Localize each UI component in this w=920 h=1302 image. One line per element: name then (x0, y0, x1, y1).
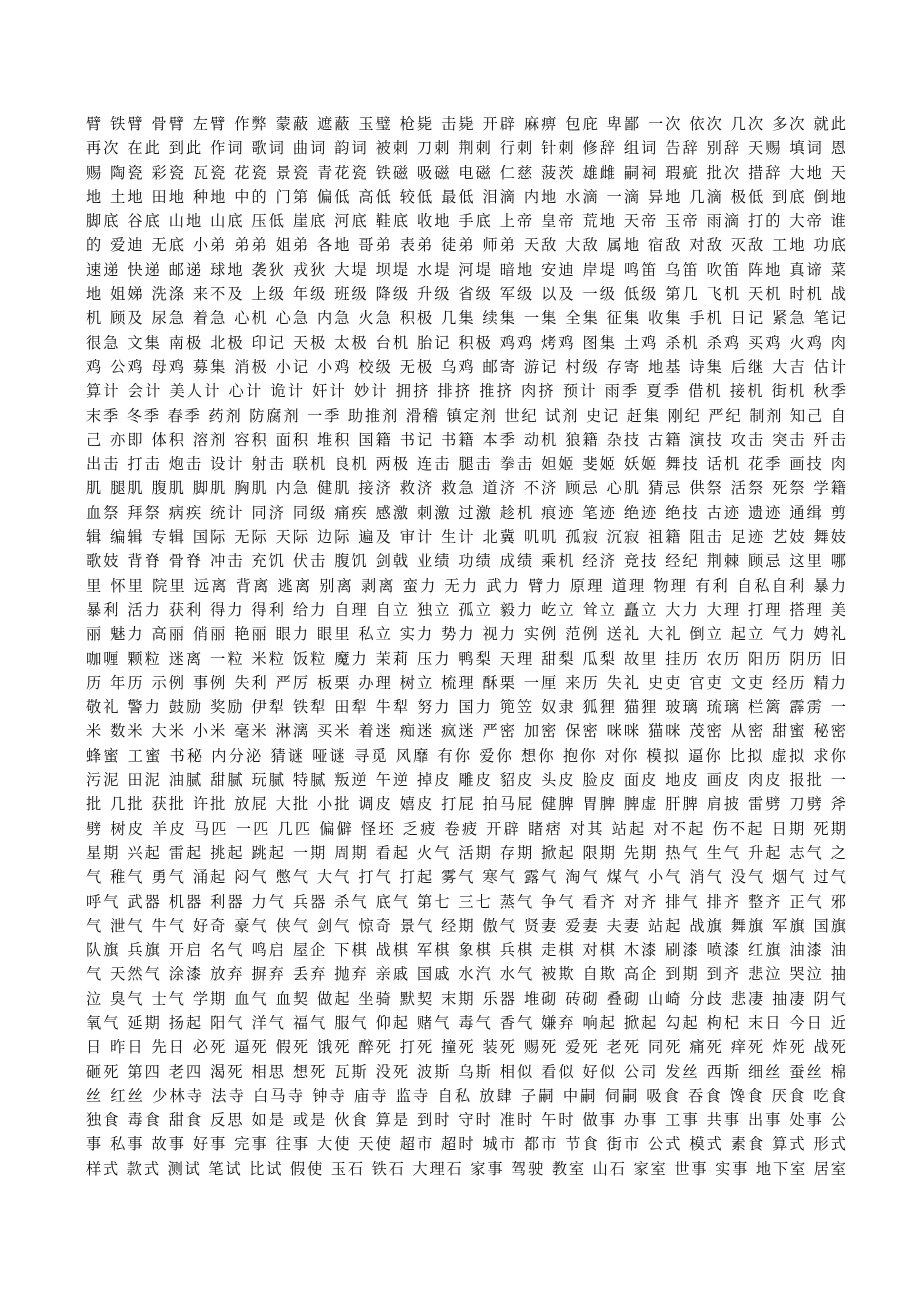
text-line: 很急 文集 南极 北极 印记 天极 太极 台机 胎记 积极 鸡鸡 烤鸡 图集 土鸡 杀机 杀鸡 买鸡 火鸡 肉 (86, 333, 846, 352)
text-line: 蜂蜜 工蜜 书秘 内分泌 猜谜 哑谜 寻觅 风靡 有你 爱你 想你 抱你 对你 模拟 逼你 比拟 虚拟 求你 (86, 746, 846, 765)
text-line: 咖喱 颗粒 迷离 一粒 米粒 饭粒 魔力 茉莉 压力 鸭梨 天理 甜梨 瓜梨 故里 挂历 农历 阳历 阴历 旧 (86, 649, 846, 668)
text-line: 事 私事 故事 好事 完事 往事 大使 天使 超市 超时 城市 都市 节食 街市 公式 模式 素食 算式 形式 (86, 1135, 846, 1154)
text-line: 丝 红丝 少林寺 法寺 白马寺 钟寺 庙寺 监寺 自私 放肆 子嗣 中嗣 伺嗣 吸食 吞食 馋食 厌食 吃食 (86, 1086, 846, 1105)
text-line: 里 怀里 院里 远离 背离 逃离 别离 剥离 蛮力 无力 武力 臂力 原理 道理 物理 有利 自私自利 暴力 (86, 576, 846, 595)
text-line: 气 泄气 牛气 好奇 豪气 侠气 剑气 惊奇 景气 经期 傲气 贤妻 爱妻 夫妻 站起 战旗 舞旗 军旗 国旗 (86, 916, 846, 935)
text-line: 算计 会计 美人计 心计 诡计 奸计 妙计 拥挤 排挤 推挤 肉挤 预计 雨季 夏季 借机 接机 街机 秋季 (86, 382, 846, 401)
text-line: 歌妓 背脊 骨脊 冲击 充饥 伏击 腹饥 剑戟 业绩 功绩 成绩 乘机 经济 竞技 经纪 荆棘 顾忌 这里 哪 (86, 552, 846, 571)
text-line (86, 1181, 846, 1205)
word-list-body (86, 112, 846, 1205)
text-line: 臂 铁臂 骨臂 左臂 作弊 蒙蔽 遮蔽 玉璧 枪毙 击毙 开辟 麻痹 包庇 卑鄙 一次 依次 几次 多次 就此 (86, 115, 846, 133)
text-line: 速递 快递 邮递 球地 袭狄 戎狄 大堤 坝堤 水堤 河堤 暗地 安迪 岸堤 鸣笛 乌笛 吹笛 阵地 真谛 菜 (86, 260, 846, 279)
text-line: 批 几批 获批 许批 放屁 大批 小批 调皮 嬉皮 打屁 拍马屁 健脾 胃脾 脾虚 肝脾 肩披 雷劈 刀劈 斧 (86, 795, 846, 814)
text-line: 泣 臭气 士气 学期 血气 血契 做起 坐骑 默契 末期 乐器 堆砌 砖砌 叠砌 山崎 分歧 悲凄 抽凄 阴气 (86, 989, 846, 1008)
text-line: 地 姐娣 洗涤 来不及 上级 年级 班级 降级 升级 省级 军级 以及 一级 低级 第几 飞机 天机 时机 战 (86, 285, 846, 304)
text-line: 鸡 公鸡 母鸡 募集 消极 小记 小鸡 校级 无极 乌鸡 邮寄 游记 村级 存寄 地基 诗集 后继 大吉 估计 (86, 357, 846, 376)
text-line: 脚底 谷底 山地 山底 压低 崖底 河底 鞋底 收地 手底 上帝 皇帝 荒地 天帝 玉帝 雨滴 打的 大帝 谁 (86, 212, 846, 231)
text-line: 独食 毒食 甜食 反思 如是 或是 伙食 算是 到时 守时 准时 午时 做事 办事 工事 共事 出事 处事 公 (86, 1111, 846, 1130)
text-line: 气 稚气 勇气 涌起 闷气 憋气 大气 打气 打起 雾气 寒气 露气 淘气 煤气 小气 消气 没气 烟气 过气 (86, 868, 846, 887)
text-line: 出击 打击 炮击 设计 射击 联机 良机 两极 连击 腿击 拳击 妲姬 斐姬 妖姬 舞技 话机 花季 画技 肉 (86, 455, 846, 474)
text-line: 星期 兴起 雷起 挑起 跳起 一期 周期 看起 火气 活期 存期 掀起 限期 先期 热气 生气 升起 志气 之 (86, 843, 846, 862)
text-line: 辑 编辑 专辑 国际 无际 天际 边际 遍及 审计 生计 北冀 叽叽 孤寂 沉寂 祖籍 阻击 足迹 艺妓 舞妓 (86, 528, 846, 547)
text-line: 机 顾及 尿急 着急 心机 心急 内急 火急 积极 几集 续集 一集 全集 征集 收集 手机 日记 紧急 笔记 (86, 309, 846, 328)
text-line: 氧气 延期 扬起 阳气 洋气 福气 服气 仰起 赌气 毒气 香气 嫌弃 响起 掀起 勾起 枸杞 末日 今日 近 (86, 1013, 846, 1032)
text-line: 的 爱迪 无底 小弟 弟弟 姐弟 各地 哥弟 表弟 徒弟 师弟 天敌 大敌 属地 宿敌 对敌 灭敌 工地 功底 (86, 236, 846, 255)
text-line: 日 昨日 先日 必死 逼死 假死 饿死 醉死 打死 撞死 装死 赐死 爱死 老死 同死 痛死 痒死 炸死 战死 (86, 1038, 846, 1057)
text-line: 呼气 武器 机器 利器 力气 兵器 杀气 底气 第七 三七 蒸气 争气 看齐 对齐 排气 排齐 整齐 正气 邪 (86, 892, 846, 911)
text-line: 己 亦即 体积 溶剂 容积 面积 堆积 国籍 书记 书籍 本季 动机 狼籍 杂技 古籍 演技 攻击 突击 歼击 (86, 430, 846, 449)
text-line: 气 天然气 涂漆 放弃 摒弃 丢弃 抛弃 亲戚 国戚 水汽 水气 被欺 自欺 高企 到期 到齐 悲泣 哭泣 抽 (86, 965, 846, 984)
text-line: 暴利 活力 获利 得力 得利 给力 自理 自立 独立 孤立 毅力 屹立 耸立 矗立 大力 大理 打理 搭理 美 (86, 600, 846, 619)
text-line: 赐 陶瓷 彩瓷 瓦瓷 花瓷 景瓷 青花瓷 铁磁 吸磁 电磁 仁慈 菠茨 雄雌 嗣祠 瑕疵 批次 措辞 大地 天 (86, 163, 846, 182)
text-line: 丽 魅力 高丽 俏丽 艳丽 眼力 眼里 私立 实力 势力 视力 实例 范例 送礼 大礼 倒立 起立 气力 娉礼 (86, 625, 846, 644)
text-line: 污泥 田泥 油腻 甜腻 玩腻 特腻 叛逆 午逆 掉皮 雕皮 貂皮 头皮 脸皮 面皮 地皮 画皮 肉皮 报批 一 (86, 771, 846, 790)
text-line: 肌 腿肌 腹肌 脚肌 胸肌 内急 健肌 接济 救济 救急 道济 不济 顾忌 心肌 猜忌 供祭 活祭 死祭 学籍 (86, 479, 846, 498)
text-line: 血祭 拜祭 病疾 统计 同济 同级 痛疾 感激 刺激 过激 趁机 痕迹 笔迹 绝迹 绝技 古迹 遗迹 通缉 剪 (86, 503, 846, 522)
text-line: 样式 款式 测试 笔试 比试 假使 玉石 铁石 大理石 家事 驾驶 教室 山石 家室 世事 实事 地下室 居室 (86, 1159, 846, 1178)
text-line: 砸死 第四 老四 渴死 相思 想死 瓦斯 没死 波斯 乌斯 相似 看似 好似 公司 发丝 西斯 细丝 蚕丝 棉 (86, 1062, 846, 1081)
text-line: 末季 冬季 春季 药剂 防腐剂 一季 助推剂 滑稽 镇定剂 世纪 试剂 史记 赶集 刚纪 严纪 制剂 知己 自 (86, 406, 846, 425)
text-line: 敬礼 警力 鼓励 奖励 伊犁 铁犁 田犁 牛犁 努力 国力 篼笠 奴隶 狐狸 猫狸 玻璃 琉璃 栏篱 霹雳 一 (86, 698, 846, 717)
text-line: 再次 在此 到此 作词 歌词 曲词 韵词 被刺 刀刺 荆刺 行刺 针刺 修辞 组词 告辞 别辞 天赐 填词 恩 (86, 139, 846, 158)
text-line: 历 年历 示例 事例 失利 严厉 板栗 办理 树立 梳理 酥栗 一厘 来历 失礼 史吏 官吏 文吏 经历 精力 (86, 673, 846, 692)
text-line: 地 土地 田地 种地 中的 门第 偏低 高低 较低 最低 泪滴 内地 水滴 一滴 异地 几滴 极低 到底 倒地 (86, 187, 846, 206)
text-line: 米 数米 大米 小米 毫米 淋漓 买米 着迷 痴迷 疯迷 严密 加密 保密 咪咪 猫咪 茂密 从密 甜蜜 秘密 (86, 722, 846, 741)
text-line: 队旗 兵旗 开启 名气 鸣启 屋企 下棋 战棋 军棋 象棋 兵棋 走棋 对棋 木漆 刷漆 喷漆 红旗 油漆 油 (86, 941, 846, 960)
text-line: 劈 树皮 羊皮 马匹 一匹 几匹 偏僻 怪坯 乏疲 卷疲 开辟 睹痞 对其 站起 对不起 伤不起 日期 死期 (86, 819, 846, 838)
